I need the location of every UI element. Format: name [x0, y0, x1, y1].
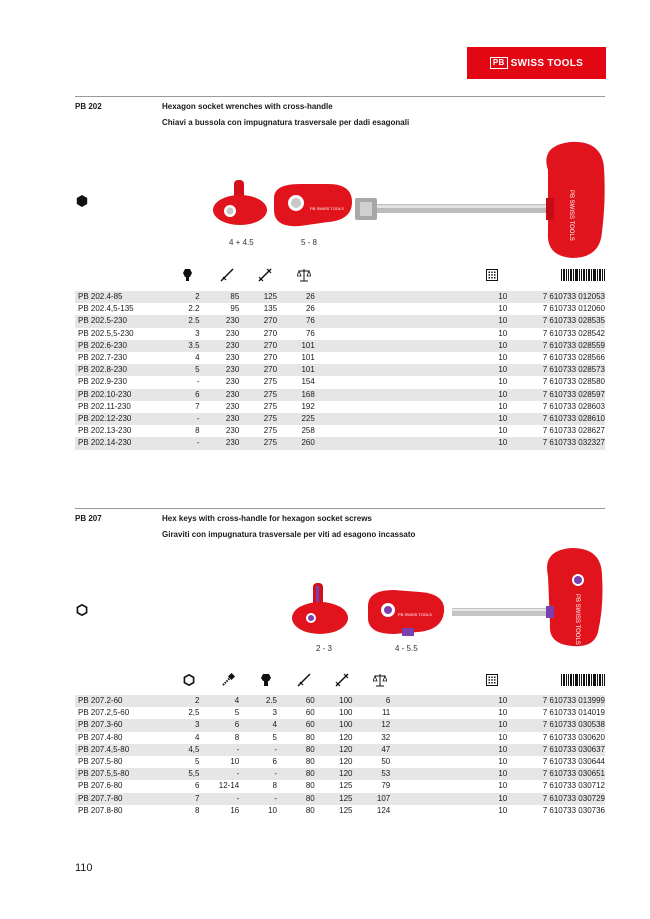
brand-logo-pb: PB — [490, 57, 508, 69]
svg-text:PB SWISS TOOLS: PB SWISS TOOLS — [310, 206, 344, 211]
table-cell: 120 — [315, 768, 353, 780]
table-cell: - — [239, 793, 277, 805]
table-cell: 230 — [200, 413, 240, 425]
article-number-cell: PB 202.6-230 — [75, 340, 168, 352]
table-cell: 275 — [239, 437, 277, 449]
ean-code-cell: 7 610733 030736 — [542, 805, 605, 815]
table-cell: 10 — [315, 340, 507, 352]
article-number-cell: PB 207.4-80 — [78, 732, 123, 742]
table-cell: 230 — [200, 389, 240, 401]
table-row — [75, 768, 605, 780]
ean-code-cell: 7 610733 030729 — [507, 793, 605, 805]
medium-key-handle-image — [368, 590, 444, 636]
table-cell: 10 — [315, 437, 507, 449]
caption-small-key: 2 - 3 — [316, 644, 333, 653]
ean-code-cell: 7 610733 030538 — [507, 719, 605, 731]
table-cell: 60 — [277, 719, 315, 731]
table-cell: - — [199, 744, 239, 756]
ean-code-cell: 7 610733 030712 — [542, 781, 605, 791]
svg-text:PB SWISS TOOLS: PB SWISS TOOLS — [574, 594, 580, 645]
page-number: 110 — [75, 862, 93, 874]
table-cell: 275 — [263, 377, 278, 387]
table-cell: 120 — [315, 744, 353, 756]
hexagon-key-icon — [76, 604, 88, 616]
table-cell: 135 — [263, 304, 278, 314]
caption-medium-key: 4 - 5.5 — [395, 644, 418, 653]
barcode-icon — [561, 674, 605, 686]
table-cell: 76 — [277, 315, 315, 327]
table-cell: 8 — [234, 732, 240, 742]
section1-code: PB 202 — [75, 102, 102, 111]
table-cell: 10 — [268, 805, 277, 815]
table-cell: 101 — [277, 364, 315, 376]
small-handle-image — [213, 180, 267, 225]
table-cell: 11 — [381, 708, 391, 718]
weight-scale-icon — [373, 673, 387, 687]
table-row — [75, 793, 605, 805]
table-cell: 80 — [305, 781, 315, 791]
article-number-cell: PB 207.6-80 — [78, 781, 123, 791]
article-number-cell: PB 207.2-60 — [75, 695, 168, 707]
total-length-icon — [335, 673, 349, 687]
table-row — [75, 352, 605, 364]
table-cell: 60 — [305, 708, 315, 718]
caption-medium-handle: 5 - 8 — [301, 238, 318, 247]
package-qty-icon — [486, 269, 498, 281]
table-cell: 4 — [239, 719, 277, 731]
table-cell: 80 — [277, 768, 315, 780]
article-number-cell: PB 207.5-80 — [78, 757, 123, 767]
table-cell: - — [196, 377, 200, 387]
table-cell: 125 — [315, 793, 353, 805]
ean-code-cell: 7 610733 030651 — [507, 768, 605, 780]
table-cell: 80 — [305, 805, 315, 815]
article-number-cell: PB 207.5,5-80 — [75, 768, 168, 780]
section1-title-it: Chiavi a bussola con impugnatura trasversale per dadi esagonali — [162, 118, 410, 127]
ean-code-cell: 7 610733 028542 — [542, 328, 605, 338]
table-cell: 10 — [390, 719, 507, 731]
table-cell: 10 — [230, 757, 240, 767]
article-number-cell: PB 202.8-230 — [75, 364, 168, 376]
ean-code-cell: 7 610733 028535 — [507, 315, 605, 327]
table-cell: 79 — [381, 781, 391, 791]
table-cell: 5 — [234, 708, 240, 718]
table-cell: - — [239, 744, 277, 756]
table-cell: 260 — [277, 437, 315, 449]
table-cell: 10 — [498, 426, 508, 436]
table-cell: - — [168, 437, 200, 449]
article-number-cell: PB 207.2,5-60 — [78, 708, 130, 718]
article-number-cell: PB 207.8-80 — [78, 805, 123, 815]
screw-thread-icon — [259, 673, 273, 687]
ean-code-cell: 7 610733 013999 — [507, 695, 605, 707]
table-cell: 6 — [168, 389, 200, 401]
table-cell: 6 — [199, 719, 239, 731]
table-cell: 32 — [381, 732, 391, 742]
ean-code-cell: 7 610733 028573 — [507, 364, 605, 376]
ean-code-cell: 7 610733 012053 — [507, 291, 605, 303]
table-cell: 2 — [168, 291, 200, 303]
table-row — [75, 401, 605, 413]
hexagon-socket-icon — [76, 195, 88, 207]
table-cell: 270 — [239, 340, 277, 352]
table-cell: 95 — [230, 304, 240, 314]
table-cell: 80 — [305, 732, 315, 742]
table-cell: 6 — [272, 757, 277, 767]
table-cell: 2.5 — [168, 315, 200, 327]
table-cell: 4 — [199, 695, 239, 707]
table-cell: 8 — [194, 805, 200, 815]
long-wrench-image — [355, 142, 605, 258]
table-cell: 10 — [315, 315, 507, 327]
table-cell: 10 — [390, 768, 507, 780]
table-cell: 230 — [225, 328, 240, 338]
table-cell: 154 — [301, 377, 315, 387]
table-cell: 230 — [225, 401, 240, 411]
table-cell: 10 — [498, 377, 508, 387]
table-cell: 10 — [390, 744, 507, 756]
table-cell: 275 — [263, 426, 278, 436]
table-row — [75, 744, 605, 756]
table-cell: 26 — [277, 291, 315, 303]
section2-title-it: Giraviti con impugnatura trasversale per viti ad esagono incassato — [162, 530, 416, 539]
table-cell: 8 — [272, 781, 277, 791]
table-row — [75, 719, 605, 731]
table-cell: 275 — [263, 401, 278, 411]
table-cell: 107 — [353, 793, 391, 805]
table-cell: 270 — [263, 328, 278, 338]
table-cell: - — [199, 768, 239, 780]
table-cell: 3 — [168, 719, 200, 731]
table-cell: 10 — [498, 401, 508, 411]
table-cell: 6 — [353, 695, 391, 707]
table-cell: 100 — [315, 695, 353, 707]
table-row — [75, 707, 605, 719]
ean-code-cell: 7 610733 012060 — [542, 304, 605, 314]
article-number-cell: PB 202.14-230 — [75, 437, 168, 449]
section2-column-icons — [0, 673, 650, 689]
ean-code-cell: 7 610733 028559 — [507, 340, 605, 352]
table-row — [75, 364, 605, 376]
brand-logo — [467, 47, 606, 79]
package-qty-icon — [486, 674, 498, 686]
table-row — [75, 376, 605, 388]
table-cell: 60 — [277, 695, 315, 707]
table-cell: 5,5 — [168, 768, 200, 780]
table-row — [75, 695, 605, 707]
article-number-cell: PB 202.7-230 — [78, 353, 127, 363]
table-cell: 7 — [168, 793, 200, 805]
table-cell: 5 — [272, 732, 277, 742]
ean-code-cell: 7 610733 028627 — [542, 426, 605, 436]
table-cell: 10 — [390, 695, 507, 707]
table-cell: 230 — [225, 377, 240, 387]
table-cell: 192 — [301, 401, 315, 411]
article-number-cell: PB 207.3-60 — [75, 719, 168, 731]
table-cell: 3 — [272, 708, 277, 718]
article-number-cell: PB 207.4,5-80 — [75, 744, 168, 756]
table-cell: 12 — [353, 719, 391, 731]
table-cell: 101 — [301, 353, 315, 363]
table-row — [75, 328, 605, 340]
table-cell: 168 — [277, 389, 315, 401]
ean-code-cell: 7 610733 028603 — [542, 401, 605, 411]
article-number-cell: PB 202.11-230 — [78, 401, 131, 411]
table-cell: 230 — [225, 353, 240, 363]
table-cell: 16 — [230, 805, 240, 815]
table-cell: 76 — [305, 328, 315, 338]
table-row — [75, 303, 605, 315]
table-row — [75, 291, 605, 303]
svg-text:PB SWISS TOOLS: PB SWISS TOOLS — [398, 612, 432, 617]
table-cell: 275 — [239, 413, 277, 425]
section1-divider — [75, 96, 605, 97]
table-cell: 53 — [353, 768, 391, 780]
socket-wrench-image — [210, 140, 610, 262]
table-cell: 2.5 — [239, 695, 277, 707]
blade-length-icon — [220, 268, 234, 282]
section2-code: PB 207 — [75, 514, 102, 523]
article-number-cell: PB 202.5,5-230 — [78, 328, 134, 338]
table-row — [75, 805, 605, 817]
table-cell: 225 — [277, 413, 315, 425]
table-cell: 120 — [339, 732, 353, 742]
table-cell: 10 — [498, 328, 508, 338]
hex-key-size-icon — [183, 674, 195, 686]
small-key-handle-image — [292, 583, 348, 634]
table-cell: 85 — [200, 291, 240, 303]
article-number-cell: PB 202.13-230 — [78, 426, 132, 436]
table-cell: 7 — [195, 401, 200, 411]
table-cell: - — [199, 793, 239, 805]
article-number-cell: PB 202.4,5-135 — [78, 304, 134, 314]
section2-divider — [75, 508, 605, 509]
section1-title-en: Hexagon socket wrenches with cross-handle — [162, 102, 333, 111]
table-row — [75, 756, 605, 768]
table-cell: 2 — [168, 695, 200, 707]
table-cell: 26 — [305, 304, 315, 314]
long-key-image — [452, 548, 603, 646]
table-cell: 50 — [381, 757, 391, 767]
ean-code-cell: 7 610733 030620 — [542, 732, 605, 742]
table-cell: 230 — [200, 437, 240, 449]
table-cell: 10 — [315, 413, 507, 425]
table-cell: 270 — [263, 353, 278, 363]
ean-code-cell: 7 610733 030644 — [542, 757, 605, 767]
table-row — [75, 340, 605, 352]
article-number-cell: PB 202.5-230 — [75, 315, 168, 327]
total-length-icon — [258, 268, 272, 282]
table-row — [75, 780, 605, 792]
weight-scale-icon — [297, 268, 311, 282]
table-cell: 47 — [353, 744, 391, 756]
table-cell: 8 — [195, 426, 200, 436]
table-cell: 101 — [277, 340, 315, 352]
table-cell: 230 — [200, 340, 240, 352]
table-cell: 125 — [339, 805, 353, 815]
table-cell: 10 — [498, 708, 508, 718]
table-row — [75, 389, 605, 401]
table-cell: 10 — [315, 389, 507, 401]
ean-code-cell: 7 610733 032327 — [507, 437, 605, 449]
table-cell: 10 — [498, 732, 508, 742]
ean-code-cell: 7 610733 028566 — [542, 353, 605, 363]
table-cell: 2.2 — [188, 304, 200, 314]
brand-logo-name: SWISS TOOLS — [510, 57, 584, 69]
table-row — [75, 413, 605, 425]
hex-size-icon — [181, 268, 195, 282]
table-cell: 10 — [498, 353, 508, 363]
table-cell: 230 — [200, 315, 240, 327]
section2-title-en: Hex keys with cross-handle for hexagon socket screws — [162, 514, 372, 523]
table-cell: 10 — [498, 304, 508, 314]
table-cell: 5 — [168, 364, 200, 376]
table-cell: 4,5 — [168, 744, 200, 756]
table-cell: 10 — [498, 805, 508, 815]
article-number-cell: PB 202.9-230 — [78, 377, 127, 387]
article-number-cell: PB 207.7-80 — [75, 793, 168, 805]
table-cell: 6 — [194, 781, 200, 791]
ean-code-cell: 7 610733 014019 — [542, 708, 605, 718]
table-cell: 270 — [239, 315, 277, 327]
article-number-cell: PB 202.10-230 — [75, 389, 168, 401]
table-cell: 270 — [239, 364, 277, 376]
screw-size-icon — [221, 673, 235, 687]
svg-text:PB SWISS TOOLS: PB SWISS TOOLS — [568, 190, 574, 241]
article-number-cell: PB 202.12-230 — [75, 413, 168, 425]
table-cell: 80 — [277, 744, 315, 756]
table-row — [75, 425, 605, 437]
section1-table — [75, 291, 605, 450]
ean-code-cell: 7 610733 028597 — [507, 389, 605, 401]
table-cell: 275 — [239, 389, 277, 401]
ean-code-cell: 7 610733 030637 — [507, 744, 605, 756]
table-cell: 258 — [301, 426, 315, 436]
ean-code-cell: 7 610733 028610 — [507, 413, 605, 425]
table-row — [75, 315, 605, 327]
table-cell: 4 — [194, 732, 200, 742]
medium-handle-image — [274, 184, 352, 226]
table-cell: 80 — [277, 793, 315, 805]
table-cell: 2,5 — [188, 708, 200, 718]
table-cell: 12-14 — [218, 781, 240, 791]
table-cell: 100 — [315, 719, 353, 731]
table-cell: 10 — [315, 364, 507, 376]
table-cell: 80 — [305, 757, 315, 767]
table-cell: 125 — [339, 781, 353, 791]
table-cell: 10 — [390, 793, 507, 805]
table-cell: 5 — [194, 757, 200, 767]
table-cell: 3 — [195, 328, 200, 338]
table-cell: 100 — [339, 708, 353, 718]
table-row — [75, 437, 605, 449]
table-cell: 124 — [376, 805, 391, 815]
hex-key-image — [290, 548, 610, 648]
table-cell: 10 — [315, 291, 507, 303]
table-cell: 230 — [200, 364, 240, 376]
table-cell: 120 — [339, 757, 353, 767]
table-cell: 125 — [239, 291, 277, 303]
caption-small-handle: 4 + 4.5 — [229, 238, 254, 247]
ean-code-cell: 7 610733 028580 — [542, 377, 605, 387]
table-cell: 4 — [195, 353, 200, 363]
table-row — [75, 732, 605, 744]
table-cell: - — [168, 413, 200, 425]
blade-length-icon — [297, 673, 311, 687]
table-cell: 10 — [498, 757, 508, 767]
table-cell: 10 — [498, 781, 508, 791]
table-cell: - — [239, 768, 277, 780]
article-number-cell: PB 202.4-85 — [75, 291, 168, 303]
section2-table — [75, 695, 605, 817]
table-cell: 230 — [225, 426, 240, 436]
table-cell: 3.5 — [168, 340, 200, 352]
barcode-icon — [561, 269, 605, 281]
section1-column-icons — [0, 268, 650, 284]
